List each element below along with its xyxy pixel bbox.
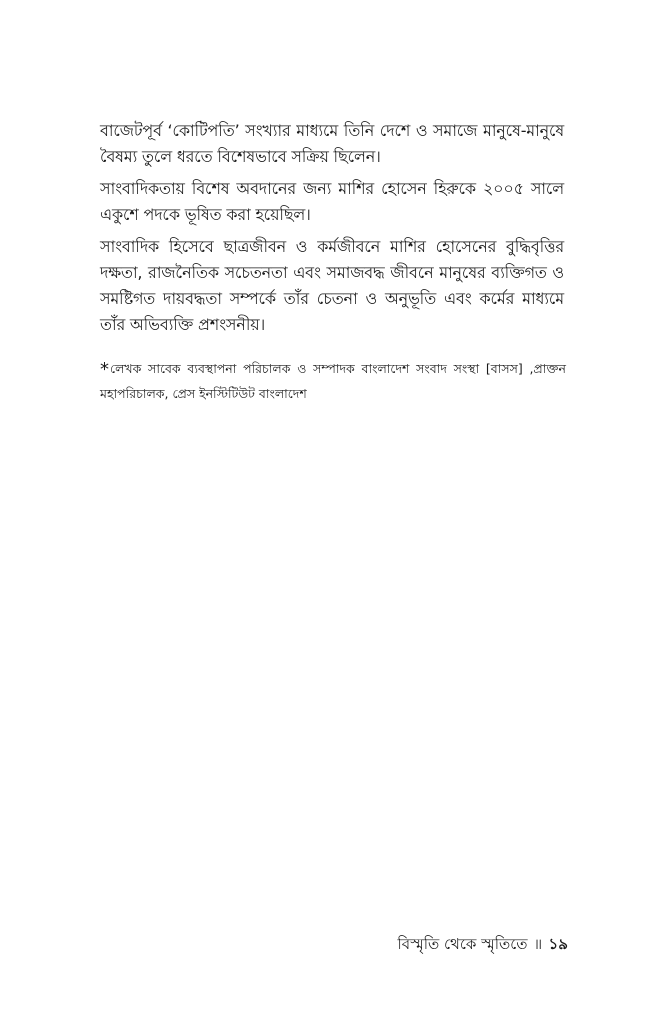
paragraph-inequality: বাজেটপূর্ব ‘কোটিপতি’ সংখ্যার মাধ্যমে তিনি দেশে ও সমাজে মানুষে-মানুষে বৈষম্য তুলে ধরতে বিশেষভাবে সক্রিয় ছিলেন। bbox=[100, 121, 564, 166]
page-number: ১৯ bbox=[548, 935, 568, 953]
paragraph-ekushey-award: সাংবাদিকতায় বিশেষ অবদানের জন্য মাশির হোসেন হিরুকে ২০০৫ সালে একুশে পদকে ভূষিত করা হয়েছিল। bbox=[100, 179, 564, 224]
footer-separator: ॥ bbox=[533, 935, 543, 953]
running-footer bbox=[397, 931, 568, 957]
paragraph-career-summary: সাংবাদিক হিসেবে ছাত্রজীবন ও কর্মজীবনে মাশির হোসেনের বুদ্ধিবৃত্তির দক্ষতা, রাজনৈতিক সচেতনতা এবং সমাজবদ্ধ জীবনে মানুষের ব্যক্তিগত ও সমষ্টিগত দায়বদ্ধতা সম্পর্কে তাঁর চেতনা ও অনুভূতি এবং কর্মের মাধ্যমে তাঁর অভিব্যক্তি প্রশংসনীয়। bbox=[100, 237, 564, 334]
book-title: বিস্মৃতি থেকে স্মৃতিতে bbox=[397, 935, 528, 953]
footnote-text: লেখক সাবেক ব্যবস্থাপনা পরিচালক ও সম্পাদক বাংলাদেশ সংবাদ সংস্থা [বাসস] ,প্রাক্তন মহাপরিচালক, প্রেস ইনস্টিটিউট বাংলাদেশ bbox=[100, 361, 566, 401]
author-footnote bbox=[100, 357, 566, 406]
footnote-marker: * bbox=[100, 359, 109, 380]
body-text bbox=[100, 118, 564, 344]
